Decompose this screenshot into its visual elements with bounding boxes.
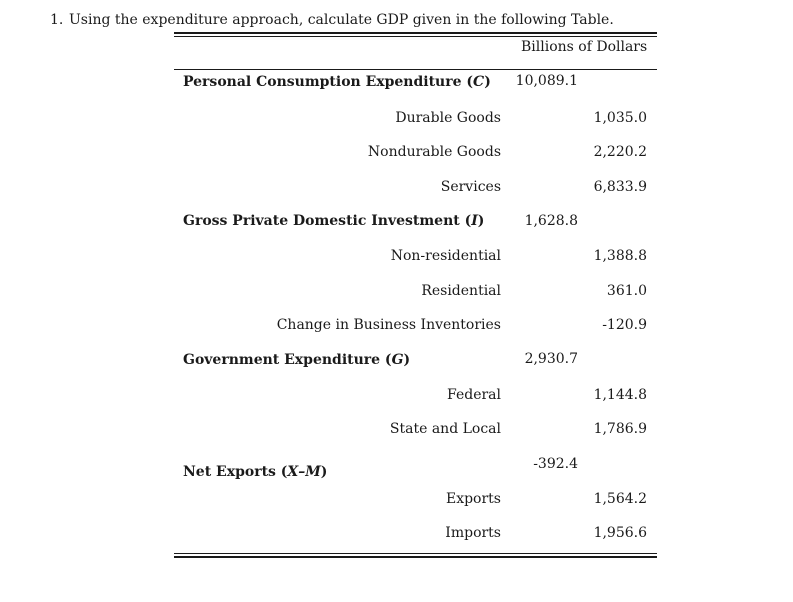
category-total: 2,930.7 (524, 351, 578, 367)
category-label: Net Exports (X–M) (183, 464, 328, 480)
item-label: Change in Business Inventories (276, 317, 501, 333)
table-bottom-rule (174, 556, 657, 558)
item-label: Imports (445, 525, 501, 541)
item-label: State and Local (389, 421, 501, 437)
question-number: 1. (50, 12, 64, 28)
item-value: 361.0 (606, 283, 647, 299)
item-label: Residential (421, 283, 501, 299)
item-value: 1,956.6 (593, 525, 647, 541)
item-value: 1,786.9 (593, 421, 647, 437)
item-label: Exports (445, 491, 501, 507)
table-top-rule (174, 32, 657, 34)
item-value: -120.9 (602, 317, 647, 333)
table-top-rule-thin (174, 36, 657, 37)
item-value: 1,144.8 (593, 387, 647, 403)
item-label: Non-residential (390, 248, 501, 264)
category-total: 10,089.1 (515, 73, 578, 89)
item-label: Federal (447, 387, 501, 403)
question-text (50, 12, 614, 28)
header-rule (174, 69, 657, 70)
table-bottom-rule-thin (174, 553, 657, 554)
item-value: 1,388.8 (593, 248, 647, 264)
category-label: Gross Private Domestic Investment (I) (183, 213, 485, 229)
item-value: 1,035.0 (593, 110, 647, 126)
category-label: Government Expenditure (G) (183, 352, 411, 368)
column-header: Billions of Dollars (521, 39, 648, 55)
item-value: 1,564.2 (593, 491, 647, 507)
category-label: Personal Consumption Expenditure (C) (183, 74, 491, 90)
item-value: 6,833.9 (593, 179, 647, 195)
item-label: Durable Goods (395, 110, 501, 126)
item-label: Nondurable Goods (367, 144, 501, 160)
item-label: Services (440, 179, 501, 195)
item-value: 2,220.2 (593, 144, 647, 160)
category-total: 1,628.8 (524, 213, 578, 229)
question-body: Using the expenditure approach, calculate GDP given in the following Table. (69, 12, 614, 28)
category-total: -392.4 (533, 456, 578, 472)
